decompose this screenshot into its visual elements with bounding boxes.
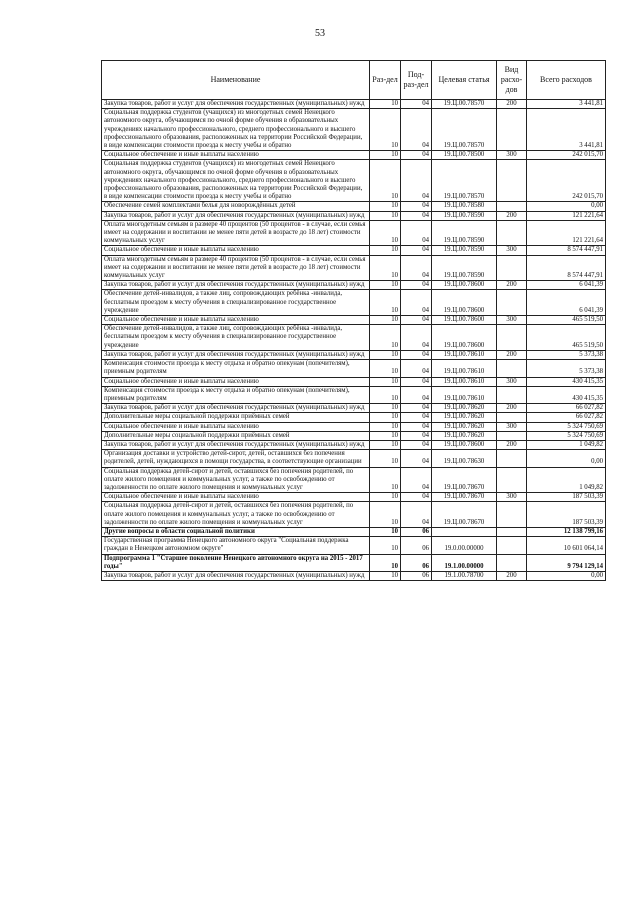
row-name: Закупка товаров, работ и услуг для обеспечения государственных (муниципальных) нужд [102,350,370,359]
table-row [102,377,606,386]
row-total: 12 138 799,16 [527,527,606,536]
row-subsection: 06 [401,571,432,580]
row-section: 10 [370,220,401,246]
row-section: 10 [370,202,401,211]
row-kind: 200 [497,100,527,109]
row-total: 8 574 447,91 [527,246,606,255]
row-total: 465 519,50 [527,325,606,351]
row-kind [497,502,527,528]
row-subsection: 04 [401,502,432,528]
row-subsection: 04 [401,151,432,160]
row-target: 19.1.00.00000 [432,554,497,571]
row-name: Дополнительные меры социальной поддержки приёмных семей [102,413,370,422]
row-total: 6 041,39 [527,281,606,290]
row-kind: 300 [497,316,527,325]
row-name: Социальное обеспечение и иные выплаты населению [102,377,370,386]
table-row [102,537,606,554]
row-name: Обеспечение детей-инвалидов, а также лиц, сопровождающих ребёнка -инвалида, бесплатным проездом к месту обучения в специализированное государственное учреждение [102,325,370,351]
row-name: Подпрограмма 1 "Старшее поколение Ненецкого автономного округа на 2015 - 2017 годы" [102,554,370,571]
row-section: 10 [370,316,401,325]
row-kind [497,450,527,467]
row-kind: 300 [497,493,527,502]
header-subsection: Под-раз-дел [401,61,432,100]
row-kind: 300 [497,246,527,255]
row-kind [497,360,527,377]
row-name: Закупка товаров, работ и услуг для обеспечения государственных (муниципальных) нужд [102,404,370,413]
row-subsection: 04 [401,377,432,386]
table-row [102,422,606,431]
row-kind [497,467,527,493]
row-kind [497,413,527,422]
row-name: Обеспечение детей-инвалидов, а также лиц, сопровождающих ребёнка -инвалида, бесплатным проездом к месту обучения в специализированное государственное учреждение [102,290,370,316]
row-subsection: 04 [401,493,432,502]
row-kind: 200 [497,211,527,220]
row-subsection: 04 [401,281,432,290]
row-target: 19.Ц.00.78600 [432,440,497,449]
row-name: Социальная поддержка детей-сирот и детей, оставшихся без попечения родителей, по оплате жилого помещения и коммунальных услуг, а также по освобождению от задолженности по оплате жилого помещения и коммунальных услуг [102,467,370,493]
row-section: 10 [370,537,401,554]
row-section: 10 [370,431,401,440]
row-section: 10 [370,160,401,202]
row-subsection: 04 [401,360,432,377]
table-row [102,431,606,440]
row-target: 19.Ц.00.78610 [432,360,497,377]
row-target: 19.Ц.00.78620 [432,422,497,431]
table-row [102,211,606,220]
table-row [102,151,606,160]
row-name: Оплата многодетным семьям в размере 40 процентов (50 процентов - в случае, если семья имеет на содержании и воспитании не менее пяти детей в возрасте до 18 лет) стоимости коммунальных услуг [102,220,370,246]
row-subsection: 04 [401,350,432,359]
row-target: 19.Ц.00.78600 [432,281,497,290]
row-total: 0,00 [527,450,606,467]
row-target: 19.Ц.00.78570 [432,109,497,151]
row-section: 10 [370,211,401,220]
row-section: 10 [370,109,401,151]
row-kind [497,202,527,211]
row-target: 19.Ц.00.78590 [432,220,497,246]
row-total: 5 324 750,69 [527,431,606,440]
row-kind [497,255,527,281]
row-total: 5 373,38 [527,360,606,377]
row-target: 19.Ц.00.78600 [432,290,497,316]
header-target: Целевая статья [432,61,497,100]
row-kind [497,220,527,246]
row-total: 187 503,39 [527,502,606,528]
row-target: 19.Ц.00.78670 [432,493,497,502]
row-name: Социальное обеспечение и иные выплаты населению [102,151,370,160]
row-name: Государственная программа Ненецкого автономного округа "Социальная поддержка граждан в Ненецком автономном округе" [102,537,370,554]
row-subsection: 04 [401,467,432,493]
row-total: 242 015,70 [527,151,606,160]
row-subsection: 04 [401,431,432,440]
row-target: 19.Ц.00.78500 [432,151,497,160]
row-section: 10 [370,386,401,403]
row-name: Социальное обеспечение и иные выплаты населению [102,316,370,325]
row-subsection: 04 [401,202,432,211]
table-row [102,502,606,528]
table-row [102,350,606,359]
row-name: Дополнительные меры социальной поддержки приёмных семей [102,431,370,440]
table-row [102,404,606,413]
row-total: 430 415,35 [527,377,606,386]
row-subsection: 06 [401,554,432,571]
row-name: Закупка товаров, работ и услуг для обеспечения государственных (муниципальных) нужд [102,100,370,109]
row-subsection: 04 [401,246,432,255]
row-target: 19.Ц.00.78620 [432,413,497,422]
row-name: Социальное обеспечение и иные выплаты населению [102,493,370,502]
row-target: 19.Ц.00.78590 [432,246,497,255]
row-name: Закупка товаров, работ и услуг для обеспечения государственных (муниципальных) нужд [102,440,370,449]
row-subsection: 04 [401,255,432,281]
row-total: 0,00 [527,202,606,211]
row-total: 6 041,39 [527,290,606,316]
row-target: 19.Ц.00.78630 [432,450,497,467]
row-total: 1 049,82 [527,440,606,449]
table-row [102,360,606,377]
table-row [102,290,606,316]
row-section: 10 [370,404,401,413]
row-target: 19.Ц.00.78600 [432,316,497,325]
row-target: 19.Ц.00.78590 [432,211,497,220]
row-target: 19.Ц.00.78670 [432,467,497,493]
row-kind [497,325,527,351]
row-total: 0,00 [527,571,606,580]
row-target: 19.0.00.00000 [432,537,497,554]
table-row [102,160,606,202]
row-subsection: 04 [401,109,432,151]
row-section: 10 [370,281,401,290]
row-target: 19.Ц.00.78610 [432,377,497,386]
row-section: 10 [370,571,401,580]
row-kind: 300 [497,151,527,160]
table-row [102,281,606,290]
page-number: 53 [315,28,325,39]
row-total: 121 221,64 [527,211,606,220]
row-section: 10 [370,246,401,255]
row-target: 19.Ц.00.78610 [432,386,497,403]
row-subsection: 04 [401,290,432,316]
row-subsection: 04 [401,316,432,325]
row-section: 10 [370,290,401,316]
row-name: Закупка товаров, работ и услуг для обеспечения государственных (муниципальных) нужд [102,571,370,580]
row-name: Обеспечение семей комплектами белья для новорождённых детей [102,202,370,211]
row-subsection: 04 [401,325,432,351]
row-kind [497,290,527,316]
row-name: Социальное обеспечение и иные выплаты населению [102,246,370,255]
row-section: 10 [370,350,401,359]
table-row [102,386,606,403]
table-row [102,325,606,351]
table-body [102,100,606,581]
table-row [102,413,606,422]
row-kind: 200 [497,440,527,449]
row-section: 10 [370,377,401,386]
table-row [102,255,606,281]
row-kind: 200 [497,350,527,359]
row-total: 5 373,38 [527,350,606,359]
row-section: 10 [370,325,401,351]
row-kind [497,554,527,571]
row-name: Социальная поддержка студентов (учащихся) из многодетных семей Ненецкого автономного округа, обучающимся по очной форме обучения в образовательных учреждениях начального профессионального, среднего профессионального и высшего профессионального образования, расположенных на территории Российской Федерации, в виде компенсации стоимости проезда к месту учебы и обратно [102,160,370,202]
row-name: Другие вопросы в области социальной политики [102,527,370,536]
row-target [432,527,497,536]
row-section: 10 [370,100,401,109]
row-subsection: 04 [401,440,432,449]
row-target: 19.Ц.00.78670 [432,502,497,528]
row-kind: 200 [497,571,527,580]
row-subsection: 06 [401,537,432,554]
header-name: Наименование [102,61,370,100]
row-section: 10 [370,413,401,422]
row-name: Компенсация стоимости проезда к месту отдыха и обратно опекунам (попечителям), приемным родителям [102,360,370,377]
row-kind: 200 [497,281,527,290]
row-total: 242 015,70 [527,160,606,202]
row-total: 5 324 750,69 [527,422,606,431]
row-target: 19.Ц.00.78570 [432,100,497,109]
row-name: Социальная поддержка детей-сирот и детей, оставшихся без попечения родителей, по оплате жилого помещения и коммунальных услуг, а также по освобождению от задолженности по оплате жилого помещения и коммунальных услуг [102,502,370,528]
row-section: 10 [370,554,401,571]
header-section: Раз-дел [370,61,401,100]
header-row [102,61,606,100]
budget-table [101,60,606,581]
row-total: 430 415,35 [527,386,606,403]
row-subsection: 04 [401,160,432,202]
row-section: 10 [370,450,401,467]
table-row [102,527,606,536]
table-row [102,316,606,325]
row-section: 10 [370,493,401,502]
row-total: 465 519,50 [527,316,606,325]
row-section: 10 [370,151,401,160]
row-name: Закупка товаров, работ и услуг для обеспечения государственных (муниципальных) нужд [102,211,370,220]
row-total: 121 221,64 [527,220,606,246]
table-row [102,440,606,449]
row-target: 19.Ц.00.78620 [432,404,497,413]
table-row [102,450,606,467]
row-section: 10 [370,527,401,536]
row-subsection: 04 [401,220,432,246]
row-target: 19.Ц.00.78580 [432,202,497,211]
header-total: Всего расходов [527,61,606,100]
row-subsection: 04 [401,404,432,413]
row-name: Организация доставки и устройство детей-сирот, детей, оставшихся без попечения родителей, детей, нуждающихся в помощи государства, в соответствующие организации [102,450,370,467]
row-total: 3 441,81 [527,109,606,151]
row-kind [497,160,527,202]
row-total: 3 441,81 [527,100,606,109]
table-row [102,571,606,580]
row-kind: 300 [497,422,527,431]
row-section: 10 [370,360,401,377]
row-subsection: 04 [401,413,432,422]
row-total: 9 794 129,14 [527,554,606,571]
row-target: 19.Ц.00.78570 [432,160,497,202]
row-section: 10 [370,502,401,528]
row-section: 10 [370,440,401,449]
row-kind: 200 [497,404,527,413]
row-total: 66 027,82 [527,404,606,413]
row-total: 187 503,39 [527,493,606,502]
row-total: 66 027,82 [527,413,606,422]
row-name: Закупка товаров, работ и услуг для обеспечения государственных (муниципальных) нужд [102,281,370,290]
row-subsection: 04 [401,211,432,220]
row-subsection: 04 [401,100,432,109]
row-kind [497,386,527,403]
table-row [102,100,606,109]
row-target: 19.Ц.00.78620 [432,431,497,440]
row-subsection: 04 [401,450,432,467]
row-kind [497,527,527,536]
table-row [102,554,606,571]
table-row [102,467,606,493]
row-name: Социальное обеспечение и иные выплаты населению [102,422,370,431]
row-kind [497,109,527,151]
row-total: 10 601 064,14 [527,537,606,554]
row-target: 19.Ц.00.78600 [432,325,497,351]
row-kind [497,537,527,554]
row-name: Оплата многодетным семьям в размере 40 процентов (50 процентов - в случае, если семья имеет на содержании и воспитании не менее пяти детей в возрасте до 18 лет) стоимости коммунальных услуг [102,255,370,281]
row-target: 19.Ц.00.78590 [432,255,497,281]
table-row [102,493,606,502]
row-total: 8 574 447,91 [527,255,606,281]
row-section: 10 [370,422,401,431]
row-subsection: 04 [401,386,432,403]
row-subsection: 04 [401,422,432,431]
row-name: Социальная поддержка студентов (учащихся) из многодетных семей Ненецкого автономного округа, обучающимся по очной форме обучения в образовательных учреждениях начального профессионального, среднего профессионального и высшего профессионального образования, расположенных на территории Российской Федерации, в виде компенсации стоимости проезда к месту учебы и обратно [102,109,370,151]
table-row [102,246,606,255]
row-name: Компенсация стоимости проезда к месту отдыха и обратно опекунам (попечителям), приемным родителям [102,386,370,403]
row-target: 19.Ц.00.78610 [432,350,497,359]
row-target: 19.1.00.78700 [432,571,497,580]
table-row [102,109,606,151]
table-row [102,220,606,246]
row-kind [497,431,527,440]
row-section: 10 [370,467,401,493]
row-subsection: 06 [401,527,432,536]
row-total: 1 049,82 [527,467,606,493]
table-row [102,202,606,211]
row-kind: 300 [497,377,527,386]
header-kind: Вид расхо-дов [497,61,527,100]
row-section: 10 [370,255,401,281]
